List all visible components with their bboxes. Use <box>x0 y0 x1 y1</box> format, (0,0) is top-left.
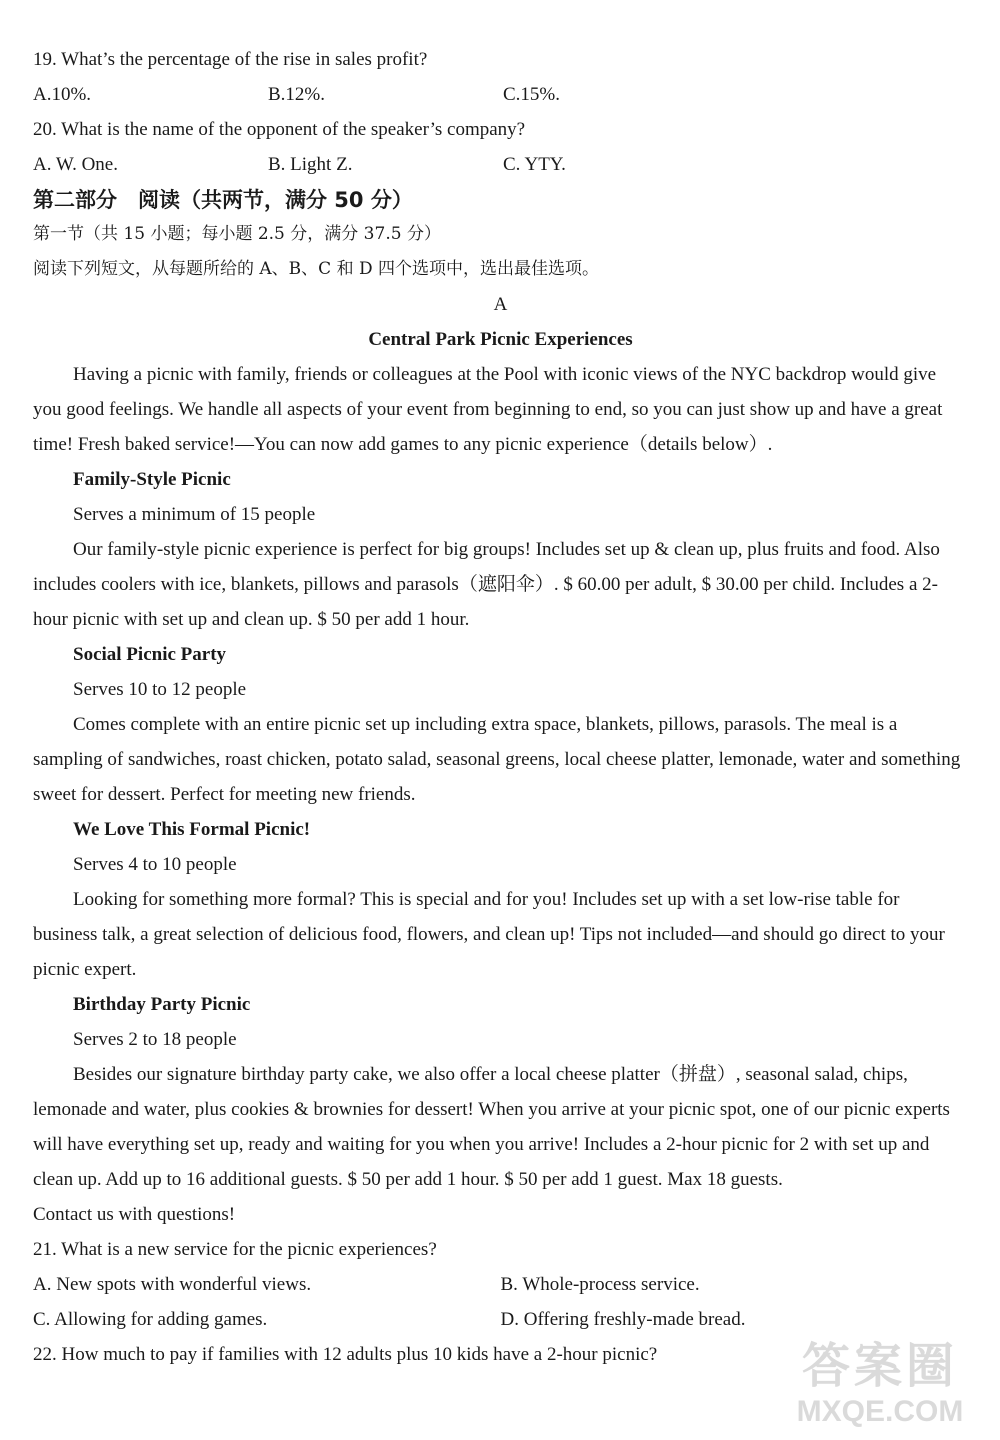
exam-page <box>33 42 968 1372</box>
option-a: A. New spots with wonderful views. <box>33 1274 312 1295</box>
passage-intro: Having a picnic with family, friends or colleagues at the Pool with iconic views of the NYC backdrop would give you good feelings. We handle all aspects of your event from beginning to end, so you can just show up and have a great time! Fresh baked service!—You can now add games to any picnic experience（details below）. <box>33 364 943 455</box>
section-serves: Serves a minimum of 15 people <box>73 504 316 525</box>
passage-closing: Contact us with questions! <box>33 1204 236 1225</box>
section-serves: Serves 4 to 10 people <box>73 854 237 875</box>
option-b: B. Light Z. <box>268 154 353 175</box>
question-21-options-row1 <box>33 1267 968 1302</box>
question-19: 19. What’s the percentage of the rise in sales profit? <box>33 49 428 70</box>
watermark-en: MXQE.COM <box>796 1395 964 1428</box>
question-22: 22. How much to pay if families with 12 adults plus 10 kids have a 2-hour picnic? <box>33 1344 658 1365</box>
part-two-title: 第二部分 阅读（共两节，满分 50 分） <box>33 188 413 212</box>
section-heading: Family-Style Picnic <box>73 469 231 490</box>
section-body: Our family-style picnic experience is perfect for big groups! Includes set up & clean up, plus fruits and food. Also includes coolers with ice, blankets, pillows and parasols（遮阳伞）. $ 60.00 per adult, $ 30.00 per child. Includes a 2-hour picnic with set up and clean up. $ 50 per add 1 hour. <box>33 539 940 630</box>
option-b: B.12%. <box>268 84 325 105</box>
section-heading: Social Picnic Party <box>73 644 227 665</box>
reading-instruction: 阅读下列短文，从每题所给的 A、B、C 和 D 四个选项中，选出最佳选项。 <box>33 259 600 279</box>
option-a: A. W. One. <box>33 154 118 175</box>
option-d: D. Offering freshly-made bread. <box>500 1309 746 1330</box>
question-19-options <box>33 77 968 112</box>
section-body: Besides our signature birthday party cake, we also offer a local cheese platter（拼盘）, seasonal salad, chips, lemonade and water, plus cookies & brownies for dessert! When you arrive at your picnic spot, one of our picnic experts will have everything set up, ready and waiting for you when you arrive! Includes a 2-hour picnic for 2 with set up and clean up. Add up to 16 additional guests. $ 50 per add 1 hour. $ 50 per add 1 guest. Max 18 guests. <box>33 1064 950 1190</box>
section-heading: We Love This Formal Picnic! <box>73 819 311 840</box>
section-body: Looking for something more formal? This is special and for you! Includes set up with a set low-rise table for business talk, a great selection of delicious food, flowers, and clean up! Tips not included—and should go direct to your picnic expert. <box>33 889 945 980</box>
passage-letter: A <box>493 294 508 315</box>
section-serves: Serves 2 to 18 people <box>73 1029 237 1050</box>
question-20: 20. What is the name of the opponent of the speaker’s company? <box>33 119 526 140</box>
section-body: Comes complete with an entire picnic set up including extra space, blankets, pillows, parasols. The meal is a sampling of sandwiches, roast chicken, potato salad, seasonal greens, local cheese platter, lemonade, water and something sweet for dessert. Perfect for meeting new friends. <box>33 714 961 805</box>
passage-title: Central Park Picnic Experiences <box>368 329 633 350</box>
section-heading: Birthday Party Picnic <box>73 994 251 1015</box>
option-c: C.15%. <box>503 84 560 105</box>
watermark-cn: 答案圈 <box>801 1338 958 1394</box>
question-20-options <box>33 147 968 182</box>
option-b: B. Whole-process service. <box>500 1274 700 1295</box>
option-a: A.10%. <box>33 84 92 105</box>
question-21-options-row2 <box>33 1302 968 1337</box>
section-one-title: 第一节（共 15 小题；每小题 2.5 分，满分 37.5 分） <box>33 224 441 244</box>
section-serves: Serves 10 to 12 people <box>73 679 247 700</box>
option-c: C. Allowing for adding games. <box>33 1309 268 1330</box>
question-21: 21. What is a new service for the picnic experiences? <box>33 1239 437 1260</box>
option-c: C. YTY. <box>503 154 566 175</box>
